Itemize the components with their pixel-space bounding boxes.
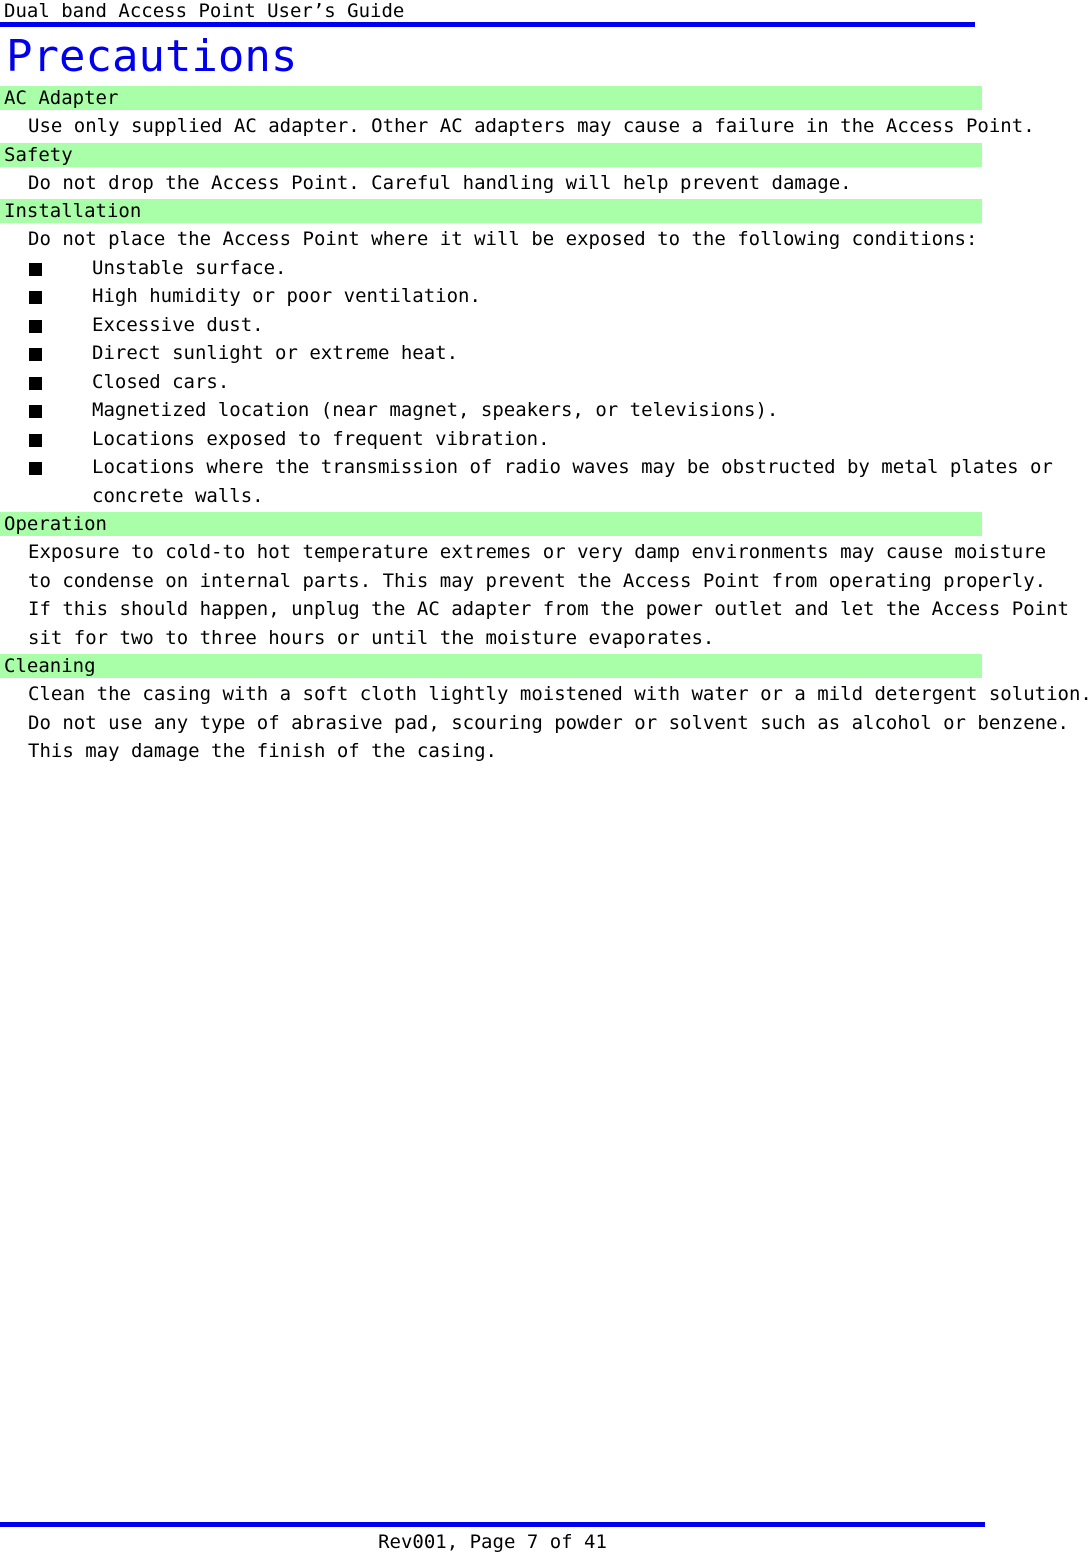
list-item bbox=[0, 425, 982, 454]
text-line: Do not drop the Access Point. Careful handling will help prevent damage. bbox=[28, 171, 852, 194]
section-text-operation bbox=[0, 538, 1069, 652]
list-item bbox=[0, 311, 982, 340]
square-bullet-icon bbox=[29, 405, 42, 418]
text-line: Excessive dust. bbox=[92, 313, 264, 336]
text-line: Direct sunlight or extreme heat. bbox=[92, 342, 459, 364]
list-item bbox=[0, 339, 982, 368]
document-header-title: Dual band Access Point User’s Guide bbox=[4, 0, 405, 22]
section-text-cleaning bbox=[0, 680, 1092, 766]
text-line: This may damage the finish of the casing. bbox=[28, 740, 497, 762]
section-heading-operation: Operation bbox=[0, 512, 982, 536]
text-line: Exposure to cold-to hot temperature extremes or very damp environments may cause moisture bbox=[28, 541, 1047, 563]
text-line: Closed cars. bbox=[92, 370, 230, 393]
section-text-safety bbox=[0, 169, 982, 198]
square-bullet-icon bbox=[29, 434, 42, 447]
square-bullet-icon bbox=[29, 377, 42, 390]
text-line: Magnetized location (near magnet, speakers, or televisions). bbox=[92, 399, 779, 421]
section-text-installation bbox=[0, 225, 982, 254]
square-bullet-icon bbox=[29, 320, 42, 333]
square-bullet-icon bbox=[29, 462, 42, 475]
list-item bbox=[0, 282, 982, 311]
list-item bbox=[0, 453, 1053, 510]
list-item bbox=[0, 254, 982, 283]
footer-rule bbox=[0, 1522, 985, 1527]
text-line: Clean the casing with a soft cloth lightly moistened with water or a mild detergent solution. bbox=[28, 683, 1092, 705]
page-title: Precautions bbox=[6, 31, 298, 82]
section-heading-cleaning: Cleaning bbox=[0, 654, 982, 678]
text-line: Use only supplied AC adapter. Other AC adapters may cause a failure in the Access Point. bbox=[28, 115, 1035, 137]
text-line: to condense on internal parts. This may prevent the Access Point from operating properly. bbox=[28, 569, 1047, 592]
text-line: Locations exposed to frequent vibration. bbox=[92, 427, 550, 450]
text-line: Do not use any type of abrasive pad, scouring powder or solvent such as alcohol or benzene. bbox=[28, 711, 1069, 734]
section-heading-installation: Installation bbox=[0, 199, 982, 223]
square-bullet-icon bbox=[29, 348, 42, 361]
text-line: Locations where the transmission of radio waves may be obstructed by metal plates or bbox=[92, 456, 1053, 478]
list-item bbox=[0, 396, 982, 425]
text-line: Do not place the Access Point where it will be exposed to the following conditions: bbox=[28, 228, 978, 250]
text-line: If this should happen, unplug the AC adapter from the power outlet and let the Access Point bbox=[28, 598, 1069, 620]
text-line: High humidity or poor ventilation. bbox=[92, 285, 481, 307]
text-line: sit for two to three hours or until the moisture evaporates. bbox=[28, 626, 715, 649]
square-bullet-icon bbox=[29, 263, 42, 276]
square-bullet-icon bbox=[29, 291, 42, 304]
content-body bbox=[0, 86, 1092, 768]
page-footer: Rev001, Page 7 of 41 bbox=[378, 1531, 607, 1553]
section-text-ac-adapter bbox=[0, 112, 1035, 141]
text-line: concrete walls. bbox=[92, 484, 264, 507]
section-heading-ac-adapter: AC Adapter bbox=[0, 86, 982, 110]
text-line: Unstable surface. bbox=[92, 256, 287, 279]
list-item bbox=[0, 368, 982, 397]
installation-conditions-list bbox=[0, 254, 1053, 511]
section-heading-safety: Safety bbox=[0, 143, 982, 167]
header-rule bbox=[0, 22, 975, 27]
